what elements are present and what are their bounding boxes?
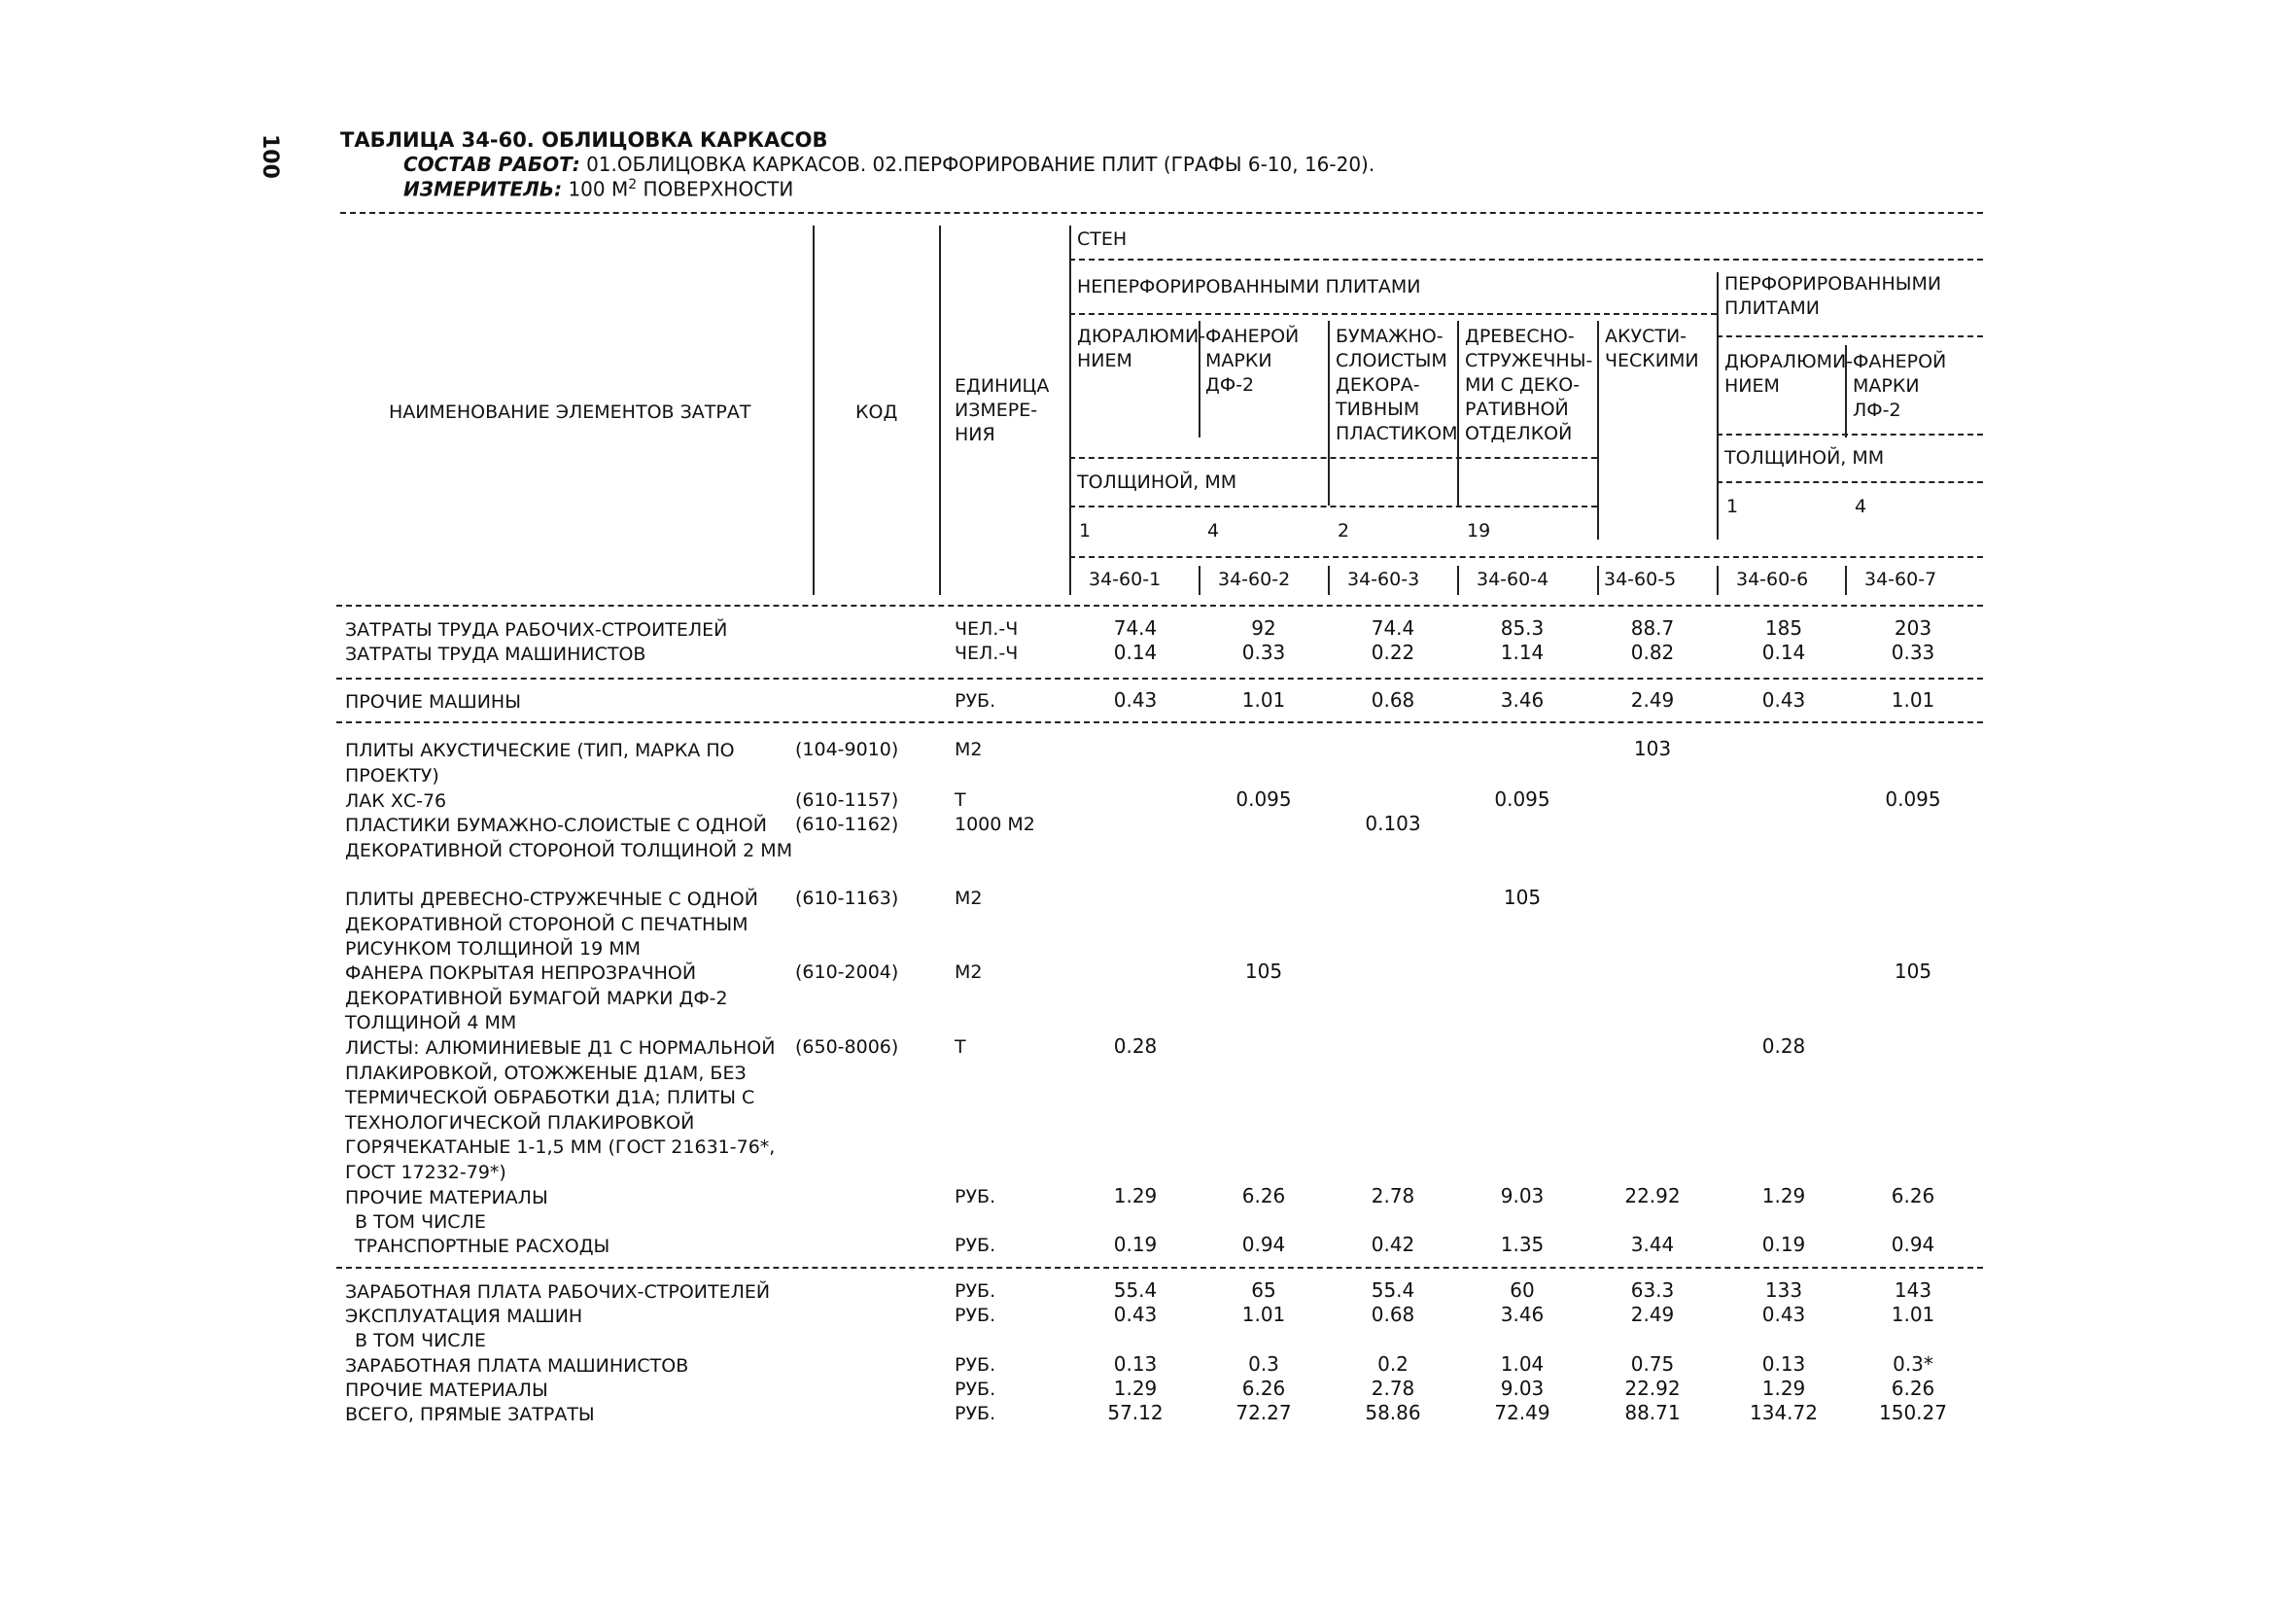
row-value: 3.46: [1500, 1303, 1545, 1326]
row-value: 0.94: [1891, 1233, 1935, 1256]
row-value: 0.095: [1885, 787, 1941, 811]
header-top-rule: [340, 212, 1983, 214]
row-value: 0.095: [1235, 787, 1292, 811]
row-code: (610-1162): [795, 814, 899, 835]
row-value: 2.49: [1630, 1303, 1675, 1326]
section-rule-1: [336, 678, 1983, 680]
thick-val-3: 2: [1338, 520, 1350, 542]
header-vline-c4: [1457, 321, 1459, 506]
row-value: 55.4: [1371, 1278, 1415, 1302]
thick-val-6: 4: [1855, 496, 1867, 517]
header-vline-name: [813, 226, 815, 595]
header-rule-thick-left: [1069, 457, 1597, 459]
row-value: 6.26: [1891, 1184, 1935, 1207]
sub-header-1: ДЮРАЛЮМИ- НИЕМ: [1077, 326, 1206, 371]
header-vline-code: [939, 226, 941, 595]
row-value: 6.26: [1241, 1377, 1286, 1400]
code-sep-2: [1328, 566, 1330, 595]
row-value: 133: [1764, 1278, 1803, 1302]
row-value: 0.33: [1891, 641, 1935, 664]
col-header-unit: ЕДИНИЦА ИЗМЕРЕ- НИЯ: [955, 375, 1050, 445]
thick-val-1: 1: [1079, 520, 1092, 542]
row-value: 0.43: [1113, 1303, 1158, 1326]
row-name: ПЛИТЫ ДРЕВЕСНО-СТРУЖЕЧНЫЕ С ОДНОЙ ДЕКОРАТИВНОЙ СТОРОНОЙ С ПЕЧАТНЫМ РИСУНКОМ ТОЛЩИНОЙ 19 ММ: [345, 889, 758, 960]
row-value: 85.3: [1500, 616, 1545, 640]
col-header-name: НАИМЕНОВАНИЕ ЭЛЕМЕНТОВ ЗАТРАТ: [389, 402, 751, 423]
header-vline-c5: [1597, 321, 1599, 540]
measure-label: ИЗМЕРИТЕЛЬ:: [403, 177, 563, 201]
row-unit: РУБ.: [955, 1305, 996, 1326]
row-unit: М2: [955, 739, 983, 760]
row-value: 0.43: [1761, 1303, 1806, 1326]
header-vline-unit: [1069, 226, 1071, 595]
row-unit: РУБ.: [955, 690, 996, 712]
sub-header-4: ДРЕВЕСНО- СТРУЖЕЧНЫ- МИ С ДЕКО- РАТИВНОЙ ОТДЕЛКОЙ: [1465, 326, 1593, 444]
row-name: ПЛАСТИКИ БУМАЖНО-СЛОИСТЫЕ С ОДНОЙ ДЕКОРАТИВНОЙ СТОРОНОЙ ТОЛЩИНОЙ 2 ММ: [345, 815, 793, 861]
row-unit: ЧЕЛ.-Ч: [955, 618, 1019, 640]
sub-header-6: ДЮРАЛЮМИ- НИЕМ: [1724, 351, 1854, 397]
row-value: 0.28: [1113, 1034, 1158, 1058]
row-value: 22.92: [1624, 1184, 1681, 1207]
row-value: 9.03: [1500, 1184, 1545, 1207]
header-bottom-rule: [336, 605, 1983, 607]
row-name: ПРОЧИЕ МАШИНЫ: [345, 691, 521, 713]
row-value: 1.29: [1761, 1184, 1806, 1207]
row-value: 6.26: [1241, 1184, 1286, 1207]
col-code-3: 34-60-3: [1347, 569, 1420, 590]
row-name: В ТОМ ЧИСЛЕ: [355, 1211, 486, 1233]
col-code-7: 34-60-7: [1864, 569, 1937, 590]
row-unit: 1000 М2: [955, 814, 1035, 835]
row-value: 2.78: [1371, 1377, 1415, 1400]
row-name: ТРАНСПОРТНЫЕ РАСХОДЫ: [355, 1236, 610, 1257]
row-code: (610-2004): [795, 961, 899, 983]
row-value: 0.94: [1241, 1233, 1286, 1256]
measure-text: 100 М: [568, 177, 629, 201]
row-value: 72.49: [1494, 1401, 1550, 1424]
header-rule-thick-right: [1717, 434, 1983, 436]
row-value: 3.44: [1630, 1233, 1675, 1256]
row-value: 185: [1764, 616, 1803, 640]
row-name: ПРОЧИЕ МАТЕРИАЛЫ: [345, 1187, 548, 1208]
row-value: 0.103: [1365, 812, 1421, 835]
row-name: ЭКСПЛУАТАЦИЯ МАШИН: [345, 1306, 583, 1327]
row-value: 0.42: [1371, 1233, 1415, 1256]
row-value: 0.3: [1248, 1352, 1279, 1376]
row-value: 1.01: [1891, 688, 1935, 712]
row-value: 105: [1244, 960, 1283, 983]
header-rule-thickvals-right: [1717, 481, 1983, 483]
row-value: 1.14: [1500, 641, 1545, 664]
section-rule-2: [336, 721, 1983, 723]
sub-header-3: БУМАЖНО- СЛОИСТЫМ ДЕКОРА- ТИВНЫМ ПЛАСТИКОМ: [1336, 326, 1458, 444]
header-vline-c3: [1328, 321, 1330, 506]
col-code-6: 34-60-6: [1736, 569, 1809, 590]
row-unit: РУБ.: [955, 1186, 996, 1207]
row-value: 2.78: [1371, 1184, 1415, 1207]
row-value: 0.33: [1241, 641, 1286, 664]
row-value: 0.13: [1761, 1352, 1806, 1376]
row-value: 63.3: [1630, 1278, 1675, 1302]
row-value: 0.19: [1113, 1233, 1158, 1256]
sub-header-7: ФАНЕРОЙ МАРКИ ЛФ-2: [1853, 351, 1947, 421]
row-code: (104-9010): [795, 739, 899, 760]
header-rule-nonperf: [1069, 313, 1717, 315]
col-code-5: 34-60-5: [1604, 569, 1677, 590]
header-rule-perf: [1717, 335, 1983, 337]
header-perf: ПЕРФОРИРОВАННЫМИ ПЛИТАМИ: [1724, 273, 1942, 319]
sub-header-2: ФАНЕРОЙ МАРКИ ДФ-2: [1205, 326, 1300, 396]
thick-val-5: 1: [1726, 496, 1739, 517]
code-sep-5: [1717, 566, 1719, 595]
row-value: 0.75: [1630, 1352, 1675, 1376]
work-text: 01.ОБЛИЦОВКА КАРКАСОВ. 02.ПЕРФОРИРОВАНИЕ ПЛИТ (ГРАФЫ 6-10, 16-20).: [586, 153, 1375, 176]
row-value: 57.12: [1107, 1401, 1164, 1424]
row-value: 0.095: [1494, 787, 1550, 811]
row-value: 55.4: [1113, 1278, 1158, 1302]
row-unit: РУБ.: [955, 1354, 996, 1376]
work-label: СОСТАВ РАБОТ:: [403, 153, 580, 176]
row-name: ЗАРАБОТНАЯ ПЛАТА МАШИНИСТОВ: [345, 1355, 689, 1377]
page-number: 100: [258, 134, 282, 179]
row-code: (610-1157): [795, 789, 899, 811]
row-unit: РУБ.: [955, 1403, 996, 1424]
row-unit: Т: [955, 789, 966, 811]
row-code: (650-8006): [795, 1036, 899, 1058]
row-value: 1.01: [1241, 1303, 1286, 1326]
code-sep-6: [1845, 566, 1847, 595]
row-value: 0.3*: [1893, 1352, 1933, 1376]
header-nonperf: НЕПЕРФОРИРОВАННЫМИ ПЛИТАМИ: [1077, 276, 1421, 297]
measure-line: [403, 177, 793, 201]
row-value: 6.26: [1891, 1377, 1935, 1400]
thick-val-4: 19: [1467, 520, 1491, 542]
row-unit: ЧЕЛ.-Ч: [955, 643, 1019, 664]
row-name: ЛИСТЫ: АЛЮМИНИЕВЫЕ Д1 С НОРМАЛЬНОЙ ПЛАКИРОВКОЙ, ОТОЖЖЕНЫЕ Д1АМ, БЕЗ ТЕРМИЧЕСКОЙ ОБРАБОТКИ Д1А; ПЛИТЫ С ТЕХНОЛОГИЧЕСКОЙ ПЛАКИРОВКОЙ ГОРЯЧЕКАТАНЫЕ 1-1,5 ММ (ГОСТ 21631-76*, ГОСТ 17232-79*): [345, 1037, 776, 1183]
row-value: 60: [1510, 1278, 1535, 1302]
work-composition: [403, 153, 1374, 176]
row-name: ЗАРАБОТНАЯ ПЛАТА РАБОЧИХ-СТРОИТЕЛЕЙ: [345, 1281, 771, 1303]
thickness-label-left: ТОЛЩИНОЙ, ММ: [1077, 472, 1237, 493]
thick-val-2: 4: [1207, 520, 1220, 542]
row-value: 22.92: [1624, 1377, 1681, 1400]
row-value: 3.46: [1500, 688, 1545, 712]
row-name: ЗАТРАТЫ ТРУДА МАШИНИСТОВ: [345, 644, 646, 665]
row-value: 1.01: [1891, 1303, 1935, 1326]
section-rule-3: [336, 1267, 1983, 1269]
row-value: 0.43: [1761, 688, 1806, 712]
row-value: 0.68: [1371, 688, 1415, 712]
measure-tail: ПОВЕРХНОСТИ: [637, 177, 794, 201]
row-unit: М2: [955, 961, 983, 983]
row-value: 88.7: [1630, 616, 1675, 640]
row-name: ВСЕГО, ПРЯМЫЕ ЗАТРАТЫ: [345, 1404, 595, 1425]
row-name: ПЛИТЫ АКУСТИЧЕСКИЕ (ТИП, МАРКА ПО ПРОЕКТУ): [345, 740, 735, 787]
row-name: В ТОМ ЧИСЛЕ: [355, 1330, 486, 1351]
row-value: 103: [1633, 737, 1672, 760]
row-unit: М2: [955, 888, 983, 909]
row-value: 1.29: [1761, 1377, 1806, 1400]
row-unit: РУБ.: [955, 1235, 996, 1256]
col-code-1: 34-60-1: [1089, 569, 1162, 590]
row-value: 92: [1251, 616, 1276, 640]
row-value: 0.43: [1113, 688, 1158, 712]
row-value: 0.19: [1761, 1233, 1806, 1256]
col-code-2: 34-60-2: [1218, 569, 1291, 590]
row-value: 0.28: [1761, 1034, 1806, 1058]
row-value: 88.71: [1624, 1401, 1681, 1424]
row-value: 1.29: [1113, 1377, 1158, 1400]
code-sep-1: [1199, 566, 1200, 595]
row-value: 1.35: [1500, 1233, 1545, 1256]
row-unit: РУБ.: [955, 1379, 996, 1400]
row-value: 105: [1503, 886, 1542, 909]
row-value: 0.68: [1371, 1303, 1415, 1326]
row-name: ПРОЧИЕ МАТЕРИАЛЫ: [345, 1380, 548, 1401]
row-value: 134.72: [1750, 1401, 1818, 1424]
header-rule-codes: [1069, 556, 1983, 558]
row-value: 9.03: [1500, 1377, 1545, 1400]
row-unit: Т: [955, 1036, 966, 1058]
row-value: 0.13: [1113, 1352, 1158, 1376]
row-name: ЛАК ХС-76: [345, 790, 447, 812]
row-value: 105: [1894, 960, 1932, 983]
row-value: 1.01: [1241, 688, 1286, 712]
row-name: ФАНЕРА ПОКРЫТАЯ НЕПРОЗРАЧНОЙ ДЕКОРАТИВНОЙ БУМАГОЙ МАРКИ ДФ-2 ТОЛЩИНОЙ 4 ММ: [345, 962, 728, 1033]
row-value: 0.2: [1377, 1352, 1409, 1376]
row-value: 1.29: [1113, 1184, 1158, 1207]
row-value: 58.86: [1365, 1401, 1421, 1424]
row-value: 74.4: [1371, 616, 1415, 640]
row-value: 150.27: [1879, 1401, 1947, 1424]
header-rule-walls: [1069, 259, 1983, 261]
row-value: 0.22: [1371, 641, 1415, 664]
header-vline-c6: [1717, 272, 1719, 540]
sub-header-5: АКУСТИ- ЧЕСКИМИ: [1605, 326, 1699, 371]
row-code: (610-1163): [795, 888, 899, 909]
row-value: 143: [1894, 1278, 1932, 1302]
thickness-label-right: ТОЛЩИНОЙ, ММ: [1724, 447, 1885, 469]
row-value: 0.82: [1630, 641, 1675, 664]
row-name: ЗАТРАТЫ ТРУДА РАБОЧИХ-СТРОИТЕЛЕЙ: [345, 619, 728, 641]
row-value: 0.14: [1113, 641, 1158, 664]
header-walls: СТЕН: [1077, 228, 1128, 250]
row-value: 0.14: [1761, 641, 1806, 664]
table-title: ТАБЛИЦА 34-60. ОБЛИЦОВКА КАРКАСОВ: [340, 128, 828, 152]
code-sep-4: [1597, 566, 1599, 595]
code-sep-3: [1457, 566, 1459, 595]
row-value: 2.49: [1630, 688, 1675, 712]
measure-sup: 2: [628, 177, 638, 192]
row-value: 72.27: [1235, 1401, 1292, 1424]
col-header-code: КОД: [855, 402, 898, 423]
row-value: 74.4: [1113, 616, 1158, 640]
col-code-4: 34-60-4: [1477, 569, 1549, 590]
header-rule-thickvals-left: [1069, 506, 1597, 507]
row-value: 65: [1251, 1278, 1276, 1302]
row-value: 1.04: [1500, 1352, 1545, 1376]
row-value: 203: [1894, 616, 1932, 640]
row-unit: РУБ.: [955, 1280, 996, 1302]
